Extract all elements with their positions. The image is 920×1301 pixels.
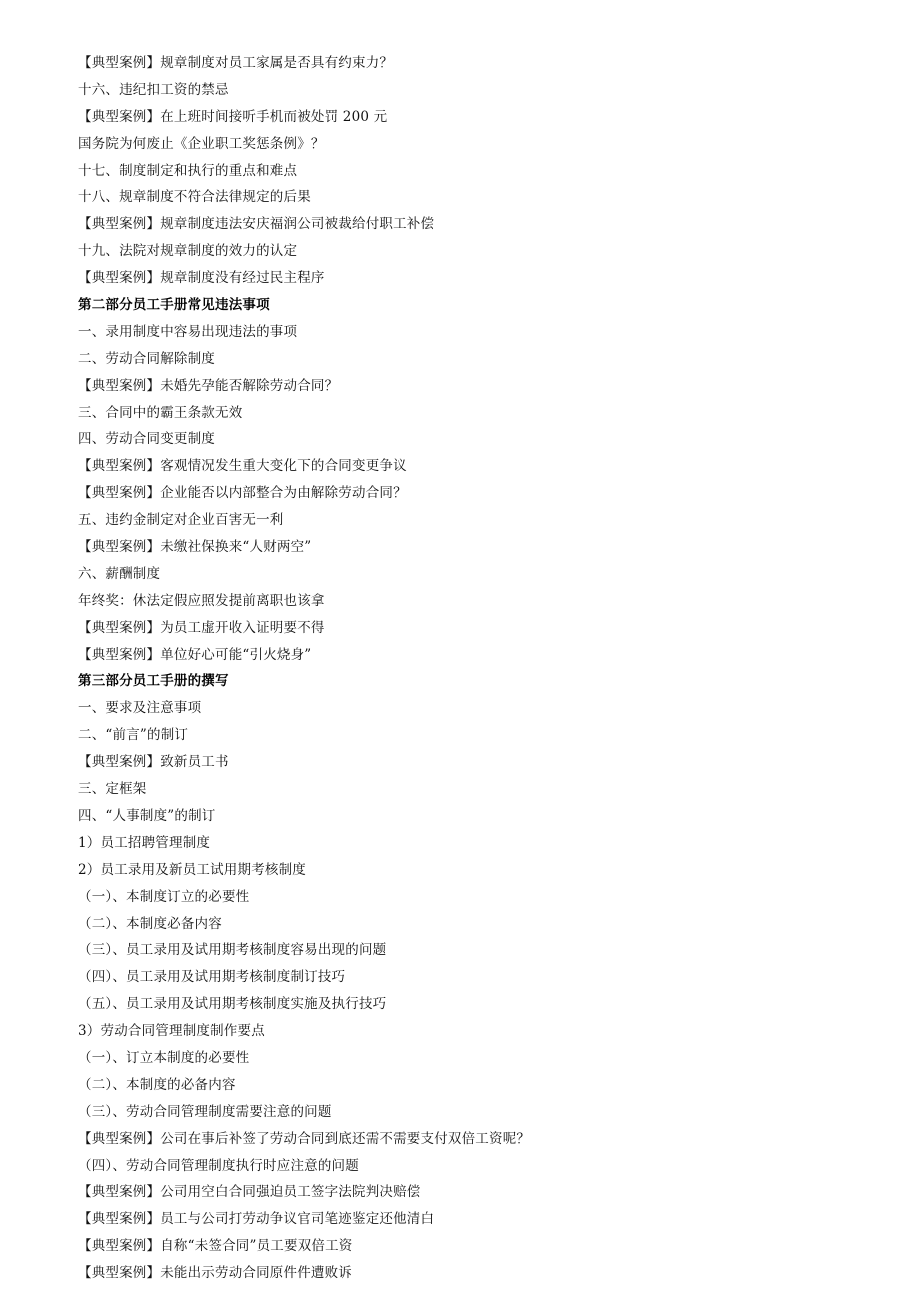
outline-item: （一）、订立本制度的必要性 bbox=[78, 1049, 250, 1066]
case-line: 【典型案例】单位好心可能“引火烧身” bbox=[78, 646, 312, 663]
outline-item: （二）、本制度的必备内容 bbox=[78, 1076, 236, 1093]
outline-item: （四）、员工录用及试用期考核制度制订技巧 bbox=[78, 969, 346, 986]
outline-item: （三）、员工录用及试用期考核制度容易出现的问题 bbox=[78, 942, 387, 959]
document-body bbox=[78, 50, 880, 1287]
case-line: 【典型案例】在上班时间接听手机而被处罚 200 元 bbox=[78, 108, 388, 125]
outline-item: （一）、本制度订立的必要性 bbox=[78, 888, 250, 905]
outline-item: （四）、劳动合同管理制度执行时应注意的问题 bbox=[78, 1157, 359, 1174]
case-line: 【典型案例】客观情况发生重大变化下的合同变更争议 bbox=[78, 458, 407, 475]
outline-item: 十六、违纪扣工资的禁忌 bbox=[78, 81, 229, 98]
outline-item: 十七、制度制定和执行的重点和难点 bbox=[78, 162, 298, 179]
outline-item: 一、录用制度中容易出现违法的事项 bbox=[78, 323, 298, 340]
case-line: 【典型案例】公司在事后补签了劳动合同到底还需不需要支付双倍工资呢？ bbox=[78, 1130, 531, 1147]
outline-item: 一、要求及注意事项 bbox=[78, 700, 202, 717]
outline-item: （五）、员工录用及试用期考核制度实施及执行技巧 bbox=[78, 996, 387, 1013]
case-line: 【典型案例】公司用空白合同强迫员工签字法院判决赔偿 bbox=[78, 1184, 421, 1201]
case-line: 【典型案例】致新员工书 bbox=[78, 754, 229, 771]
outline-item: 十八、规章制度不符合法律规定的后果 bbox=[78, 189, 311, 206]
case-line: 【典型案例】规章制度没有经过民主程序 bbox=[78, 270, 325, 287]
outline-item: （二）、本制度必备内容 bbox=[78, 915, 222, 932]
outline-item: 三、定框架 bbox=[78, 781, 147, 798]
outline-item: 2）员工录用及新员工试用期考核制度 bbox=[78, 861, 306, 878]
outline-item: 二、劳动合同解除制度 bbox=[78, 350, 215, 367]
case-line: 【典型案例】未能出示劳动合同原件件遭败诉 bbox=[78, 1265, 352, 1282]
outline-item: 六、薪酬制度 bbox=[78, 565, 161, 582]
section-heading: 第二部分员工手册常见违法事项 bbox=[78, 297, 270, 314]
case-line: 【典型案例】企业能否以内部整合为由解除劳动合同？ bbox=[78, 485, 407, 502]
case-line: 【典型案例】未婚先孕能否解除劳动合同？ bbox=[78, 377, 339, 394]
case-line: 【典型案例】规章制度对员工家属是否具有约束力？ bbox=[78, 55, 394, 71]
section-heading: 第三部分员工手册的撰写 bbox=[78, 673, 229, 690]
case-line: 【典型案例】为员工虚开收入证明要不得 bbox=[78, 619, 325, 636]
outline-item: 3）劳动合同管理制度制作要点 bbox=[78, 1023, 265, 1040]
outline-item: 四、劳动合同变更制度 bbox=[78, 431, 215, 448]
outline-item: 五、违约金制定对企业百害无一利 bbox=[78, 512, 284, 529]
case-line: 【典型案例】自称“未签合同”员工要双倍工资 bbox=[78, 1238, 353, 1255]
case-line: 【典型案例】规章制度违法安庆福润公司被裁给付职工补偿 bbox=[78, 216, 435, 233]
outline-item: 国务院为何废止《企业职工奖惩条例》？ bbox=[78, 135, 325, 152]
outline-item: 二、“前言”的制订 bbox=[78, 727, 189, 744]
outline-item: 四、“人事制度”的制订 bbox=[78, 807, 216, 824]
outline-item: 三、合同中的霸王条款无效 bbox=[78, 404, 243, 421]
case-line: 【典型案例】员工与公司打劳动争议官司笔迹鉴定还他清白 bbox=[78, 1211, 435, 1228]
outline-item: 1）员工招聘管理制度 bbox=[78, 834, 211, 851]
outline-item: 十九、法院对规章制度的效力的认定 bbox=[78, 243, 298, 260]
case-line: 【典型案例】未缴社保换来“人财两空” bbox=[78, 539, 312, 556]
outline-item: 年终奖：休法定假应照发提前离职也该拿 bbox=[78, 592, 325, 609]
outline-item: （三）、劳动合同管理制度需要注意的问题 bbox=[78, 1103, 332, 1120]
